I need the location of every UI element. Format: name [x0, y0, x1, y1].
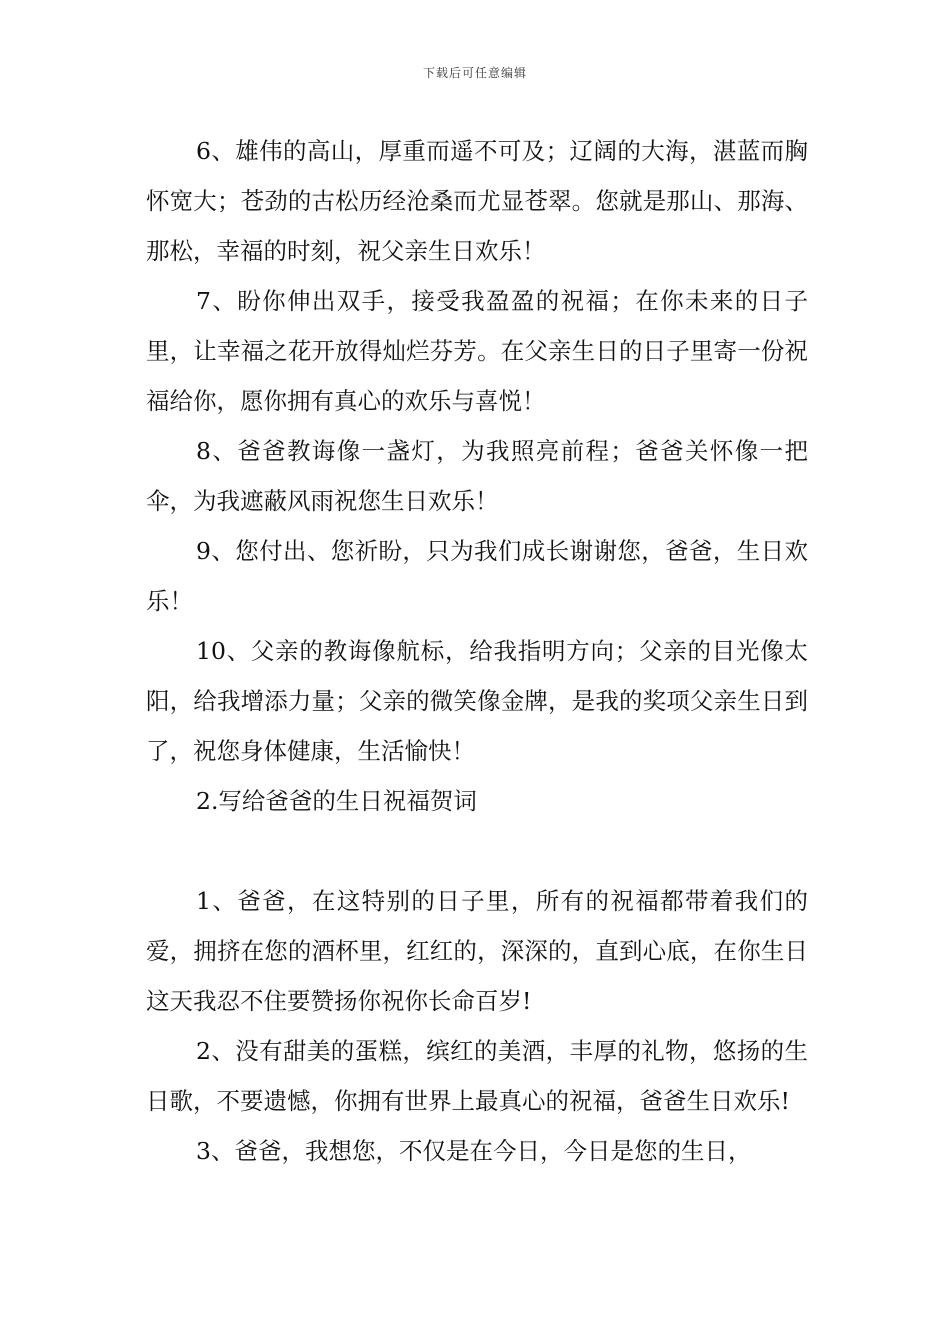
paragraph-6: 6、雄伟的高山，厚重而遥不可及；辽阔的大海，湛蓝而胸怀宽大；苍劲的古松历经沧桑而尤显苍翠。您就是那山、那海、那松，幸福的时刻，祝父亲生日欢乐！: [146, 137, 808, 265]
paragraph-8: 8、爸爸教诲像一盏灯，为我照亮前程；爸爸关怀像一把伞，为我遮蔽风雨祝您生日欢乐！: [146, 437, 808, 515]
page-header: 下载后可任意编辑: [422, 66, 527, 80]
section-heading: 2.写给爸爸的生日祝福贺词: [196, 787, 477, 815]
paragraph-7: 7、盼你伸出双手，接受我盈盈的祝福；在你未来的日子里，让幸福之花开放得灿烂芬芳。在父亲生日的日子里寄一份祝福给你，愿你拥有真心的欢乐与喜悦！: [146, 287, 808, 415]
paragraph-1: 1、爸爸，在这特别的日子里，所有的祝福都带着我们的爱，拥挤在您的酒杯里，红红的，深深的，直到心底，在你生日这天我忍不住要赞扬你祝你长命百岁!: [146, 887, 808, 1015]
section-spacer: [146, 826, 808, 876]
document-body: [146, 126, 808, 1176]
paragraph-3: 3、爸爸，我想您，不仅是在今日，今日是您的生日，: [196, 1137, 752, 1165]
paragraph-2: 2、没有甜美的蛋糕，缤红的美酒，丰厚的礼物，悠扬的生日歌，不要遗憾，你拥有世界上最真心的祝福，爸爸生日欢乐!: [146, 1037, 808, 1115]
paragraph-10: 10、父亲的教诲像航标，给我指明方向；父亲的目光像太阳，给我增添力量；父亲的微笑像金牌，是我的奖项父亲生日到了，祝您身体健康，生活愉快！: [146, 637, 808, 765]
paragraph-9: 9、您付出、您祈盼，只为我们成长谢谢您，爸爸，生日欢乐！: [146, 537, 808, 615]
